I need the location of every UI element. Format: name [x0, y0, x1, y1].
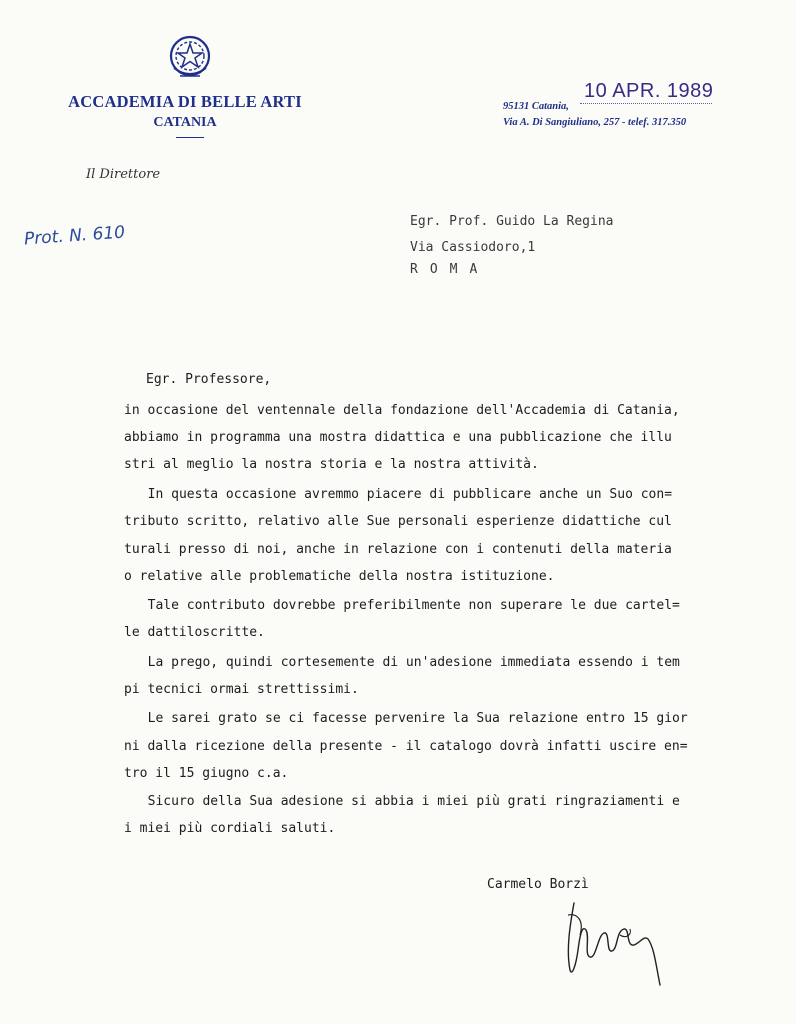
- letterhead-divider: [176, 137, 204, 138]
- address-line-1: 95131 Catania,: [503, 101, 569, 112]
- institution-city: CATANIA: [153, 115, 217, 130]
- recipient-street: Via Cassiodoro,1: [410, 240, 536, 255]
- body-line: Sicuro della Sua adesione si abbia i miei più grati ringraziamenti e: [132, 794, 680, 809]
- salutation: Egr. Professore,: [146, 372, 272, 387]
- recipient-city: ROMA: [410, 262, 490, 277]
- body-line: o relative alle problematiche della nostra istituzione.: [124, 569, 555, 584]
- body-line: abbiamo in programma una mostra didattica e una pubblicazione che illu: [124, 430, 672, 445]
- body-line: tro il 15 giugno c.a.: [124, 766, 289, 781]
- body-line: le dattiloscritte.: [124, 625, 265, 640]
- protocol-note: Prot. N. 610: [23, 222, 126, 250]
- body-line: turali presso di noi, anche in relazione con i contenuti della materia: [124, 542, 672, 557]
- body-line: Tale contributo dovrebbe preferibilmente non superare le due cartel=: [132, 598, 680, 613]
- body-line: In questa occasione avremmo piacere di pubblicare anche un Suo con=: [132, 487, 673, 502]
- body-line: pi tecnici ormai strettissimi.: [124, 682, 359, 697]
- address-line-2: Via A. Di Sangiuliano, 257 - telef. 317.350: [503, 117, 687, 128]
- recipient-name: Egr. Prof. Guido La Regina: [410, 214, 614, 229]
- signer-name: Carmelo Borzì: [487, 877, 589, 892]
- sender-role: Il Direttore: [86, 167, 161, 182]
- institution-name: ACCADEMIA DI BELLE ARTI: [68, 92, 302, 111]
- date-stamp: 10 APR. 1989: [584, 80, 714, 102]
- italian-republic-emblem-icon: [166, 32, 214, 82]
- body-line: in occasione del ventennale della fondazione dell'Accademia di Catania,: [124, 403, 680, 418]
- body-line: ni dalla ricezione della presente - il catalogo dovrà infatti uscire en=: [124, 739, 688, 754]
- body-line: La prego, quindi cortesemente di un'adesione immediata essendo i tem: [132, 655, 680, 670]
- date-stamp-underline: [580, 103, 712, 104]
- handwritten-signature-icon: [560, 895, 670, 995]
- body-line: stri al meglio la nostra storia e la nostra attività.: [124, 457, 539, 472]
- body-line: tributo scritto, relativo alle Sue personali esperienze didattiche cul: [124, 514, 672, 529]
- body-line: Le sarei grato se ci facesse pervenire la Sua relazione entro 15 gior: [132, 711, 688, 726]
- body-line: i miei più cordiali saluti.: [124, 821, 336, 836]
